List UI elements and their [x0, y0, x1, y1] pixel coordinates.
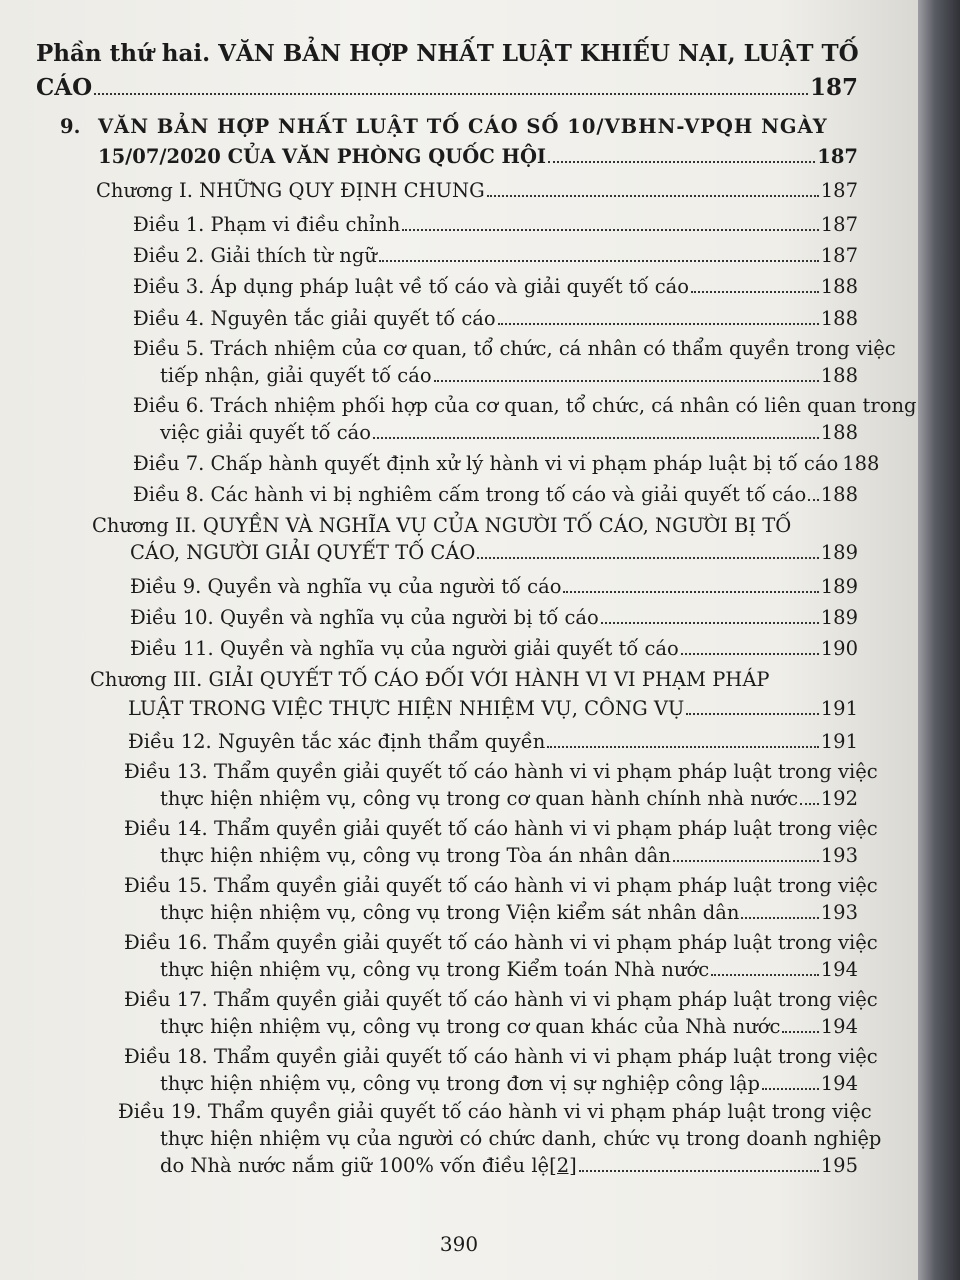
toc-entry-article-1[interactable] [133, 213, 858, 236]
footnote-ref-link[interactable]: [2] [549, 1154, 577, 1177]
article-title-cont [160, 1154, 577, 1177]
toc-entry-article-13[interactable] [160, 787, 858, 810]
article-19-line1: Điều 19. Thẩm quyền giải quyết tố cáo hành vi vi phạm pháp luật trong việc [118, 1100, 872, 1123]
leader-dots [563, 587, 818, 593]
page-ref: 189 [820, 541, 858, 564]
toc-entry-article-10[interactable] [130, 606, 858, 629]
leader-dots [601, 618, 819, 624]
toc-entry-article-17[interactable] [160, 1015, 858, 1038]
page-edge-shadow [918, 0, 960, 1280]
leader-dots [711, 970, 819, 976]
page-ref: 191 [820, 730, 858, 753]
leader-dots [741, 913, 818, 919]
toc-entry-article-7[interactable] [133, 452, 880, 475]
leader-dots [477, 553, 818, 559]
chapter-title: Chương I. NHỮNG QUY ĐỊNH CHUNG [96, 179, 485, 202]
part-heading-line2: CÁO [36, 74, 93, 101]
leader-dots [547, 742, 818, 748]
leader-dots [691, 287, 819, 293]
chapter-3-line1: Chương III. GIẢI QUYẾT TỐ CÁO ĐỐI VỚI HÀNH VI VI PHẠM PHÁP [90, 668, 770, 691]
toc-entry-chapter-1[interactable] [96, 179, 858, 202]
leader-dots [548, 157, 815, 163]
leader-dots [808, 495, 819, 501]
toc-entry-chapter-3[interactable] [128, 697, 858, 720]
page-number: 390 [439, 1232, 479, 1256]
article-title: Điều 11. Quyền và nghĩa vụ của người giải quyết tố cáo [130, 637, 679, 660]
chapter-2-line1: Chương II. QUYỀN VÀ NGHĨA VỤ CỦA NGƯỜI TỐ CÁO, NGƯỜI BỊ TỐ [92, 514, 792, 537]
article-title-cont: tiếp nhận, giải quyết tố cáo [160, 364, 432, 387]
toc-entry-article-6[interactable] [160, 421, 858, 444]
page-ref: 188 [820, 275, 858, 298]
article-title-cont: thực hiện nhiệm vụ, công vụ trong cơ quan hành chính nhà nước [160, 787, 799, 810]
article-title: Điều 2. Giải thích từ ngữ [133, 244, 377, 267]
page-ref: 188 [820, 307, 858, 330]
section-title-line1: VĂN BẢN HỢP NHẤT LUẬT TỐ CÁO SỐ 10/VBHN-VPQH NGÀY [98, 115, 828, 138]
chapter-title-cont: LUẬT TRONG VIỆC THỰC HIỆN NHIỆM VỤ, CÔNG VỤ [128, 697, 685, 720]
page-ref: 187 [809, 74, 858, 101]
toc-entry-article-11[interactable] [130, 637, 858, 660]
section-title-line2: 15/07/2020 CỦA VĂN PHÒNG QUỐC HỘI [98, 145, 547, 168]
article-title: Điều 1. Phạm vi điều chỉnh [133, 213, 401, 236]
toc-entry-chapter-2[interactable] [130, 541, 858, 564]
article-title-cont: thực hiện nhiệm vụ, công vụ trong Tòa án nhân dân [160, 844, 671, 867]
page-ref: 188 [820, 364, 858, 387]
article-title: Điều 8. Các hành vi bị nghiêm cấm trong tố cáo và giải quyết tố cáo [133, 483, 807, 506]
page-ref: 193 [820, 844, 858, 867]
article-15-line1: Điều 15. Thẩm quyền giải quyết tố cáo hành vi vi phạm pháp luật trong việc [124, 874, 878, 897]
section-entry[interactable] [98, 145, 858, 168]
leader-dots [498, 319, 819, 325]
leader-dots [681, 649, 819, 655]
leader-dots [402, 225, 818, 231]
article-title: Điều 9. Quyền và nghĩa vụ của người tố cáo [130, 575, 562, 598]
article-17-line1: Điều 17. Thẩm quyền giải quyết tố cáo hành vi vi phạm pháp luật trong việc [124, 988, 878, 1011]
page-ref: 194 [820, 1072, 858, 1095]
article-title: Điều 3. Áp dụng pháp luật về tố cáo và giải quyết tố cáo [133, 275, 690, 298]
page-ref: 187 [820, 213, 858, 236]
leader-dots [94, 88, 808, 95]
page-ref: 192 [820, 787, 858, 810]
page-ref: 195 [820, 1154, 858, 1177]
page-ref: 193 [820, 901, 858, 924]
page-ref: 189 [820, 575, 858, 598]
article-title-line3: do Nhà nước nắm giữ 100% vốn điều lệ [160, 1154, 550, 1177]
toc-entry-article-5[interactable] [160, 364, 858, 387]
leader-dots [782, 1027, 818, 1033]
leader-dots [487, 191, 819, 197]
leader-dots [434, 376, 819, 382]
leader-dots [686, 709, 818, 715]
chapter-title-cont: CÁO, NGƯỜI GIẢI QUYẾT TỐ CÁO [130, 541, 476, 564]
article-13-line1: Điều 13. Thẩm quyền giải quyết tố cáo hành vi vi phạm pháp luật trong việc [124, 760, 878, 783]
leader-dots [373, 433, 819, 439]
toc-entry-article-18[interactable] [160, 1072, 858, 1095]
page-ref: 194 [820, 1015, 858, 1038]
leader-dots [762, 1084, 819, 1090]
toc-entry-article-2[interactable] [133, 244, 858, 267]
article-title-cont: việc giải quyết tố cáo [160, 421, 372, 444]
part-heading-entry [36, 74, 858, 101]
article-16-line1: Điều 16. Thẩm quyền giải quyết tố cáo hành vi vi phạm pháp luật trong việc [124, 931, 878, 954]
article-title: Điều 12. Nguyên tắc xác định thẩm quyền [128, 730, 546, 753]
leader-dots [579, 1166, 819, 1172]
section-number: 9. [60, 115, 81, 138]
page-ref: 187 [817, 145, 858, 168]
part-heading-line1: Phần thứ hai. VĂN BẢN HỢP NHẤT LUẬT KHIẾU NẠI, LUẬT TỐ [36, 40, 859, 67]
toc-entry-article-14[interactable] [160, 844, 858, 867]
article-6-line1: Điều 6. Trách nhiệm phối hợp của cơ quan, tổ chức, cá nhân có liên quan trong [133, 394, 917, 417]
page-ref: 187 [820, 244, 858, 267]
article-title-cont: thực hiện nhiệm vụ, công vụ trong đơn vị sự nghiệp công lập [160, 1072, 761, 1095]
page-ref: 190 [820, 637, 858, 660]
leader-dots [379, 256, 819, 262]
article-title: Điều 7. Chấp hành quyết định xử lý hành vi vi phạm pháp luật bị tố cáo [133, 452, 839, 475]
article-5-line1: Điều 5. Trách nhiệm của cơ quan, tổ chức, cá nhân có thẩm quyền trong việc [133, 337, 896, 360]
toc-entry-article-4[interactable] [133, 307, 858, 330]
toc-entry-article-8[interactable] [133, 483, 858, 506]
article-title-cont: thực hiện nhiệm vụ, công vụ trong Viện kiểm sát nhân dân [160, 901, 740, 924]
article-title-cont: thực hiện nhiệm vụ, công vụ trong cơ quan khác của Nhà nước [160, 1015, 781, 1038]
page-ref: 188 [820, 421, 858, 444]
page-ref: 194 [820, 958, 858, 981]
page-ref: 188 [842, 452, 880, 475]
toc-entry-article-19[interactable] [160, 1154, 858, 1177]
page-ref: 189 [820, 606, 858, 629]
toc-entry-article-9[interactable] [130, 575, 858, 598]
toc-entry-article-3[interactable] [133, 275, 858, 298]
leader-dots [673, 856, 819, 862]
toc-entry-article-16[interactable] [160, 958, 858, 981]
page-ref: 188 [820, 483, 858, 506]
toc-entry-article-15[interactable] [160, 901, 858, 924]
article-title: Điều 10. Quyền và nghĩa vụ của người bị tố cáo [130, 606, 599, 629]
article-title: Điều 4. Nguyên tắc giải quyết tố cáo [133, 307, 496, 330]
article-14-line1: Điều 14. Thẩm quyền giải quyết tố cáo hành vi vi phạm pháp luật trong việc [124, 817, 878, 840]
article-19-line2: thực hiện nhiệm vụ của người có chức danh, chức vụ trong doanh nghiệp [160, 1127, 882, 1150]
leader-dots [800, 799, 819, 805]
toc-entry-article-12[interactable] [128, 730, 858, 753]
page-ref: 191 [820, 697, 858, 720]
article-title-cont: thực hiện nhiệm vụ, công vụ trong Kiểm toán Nhà nước [160, 958, 710, 981]
article-18-line1: Điều 18. Thẩm quyền giải quyết tố cáo hành vi vi phạm pháp luật trong việc [124, 1045, 878, 1068]
page-ref: 187 [820, 179, 858, 202]
